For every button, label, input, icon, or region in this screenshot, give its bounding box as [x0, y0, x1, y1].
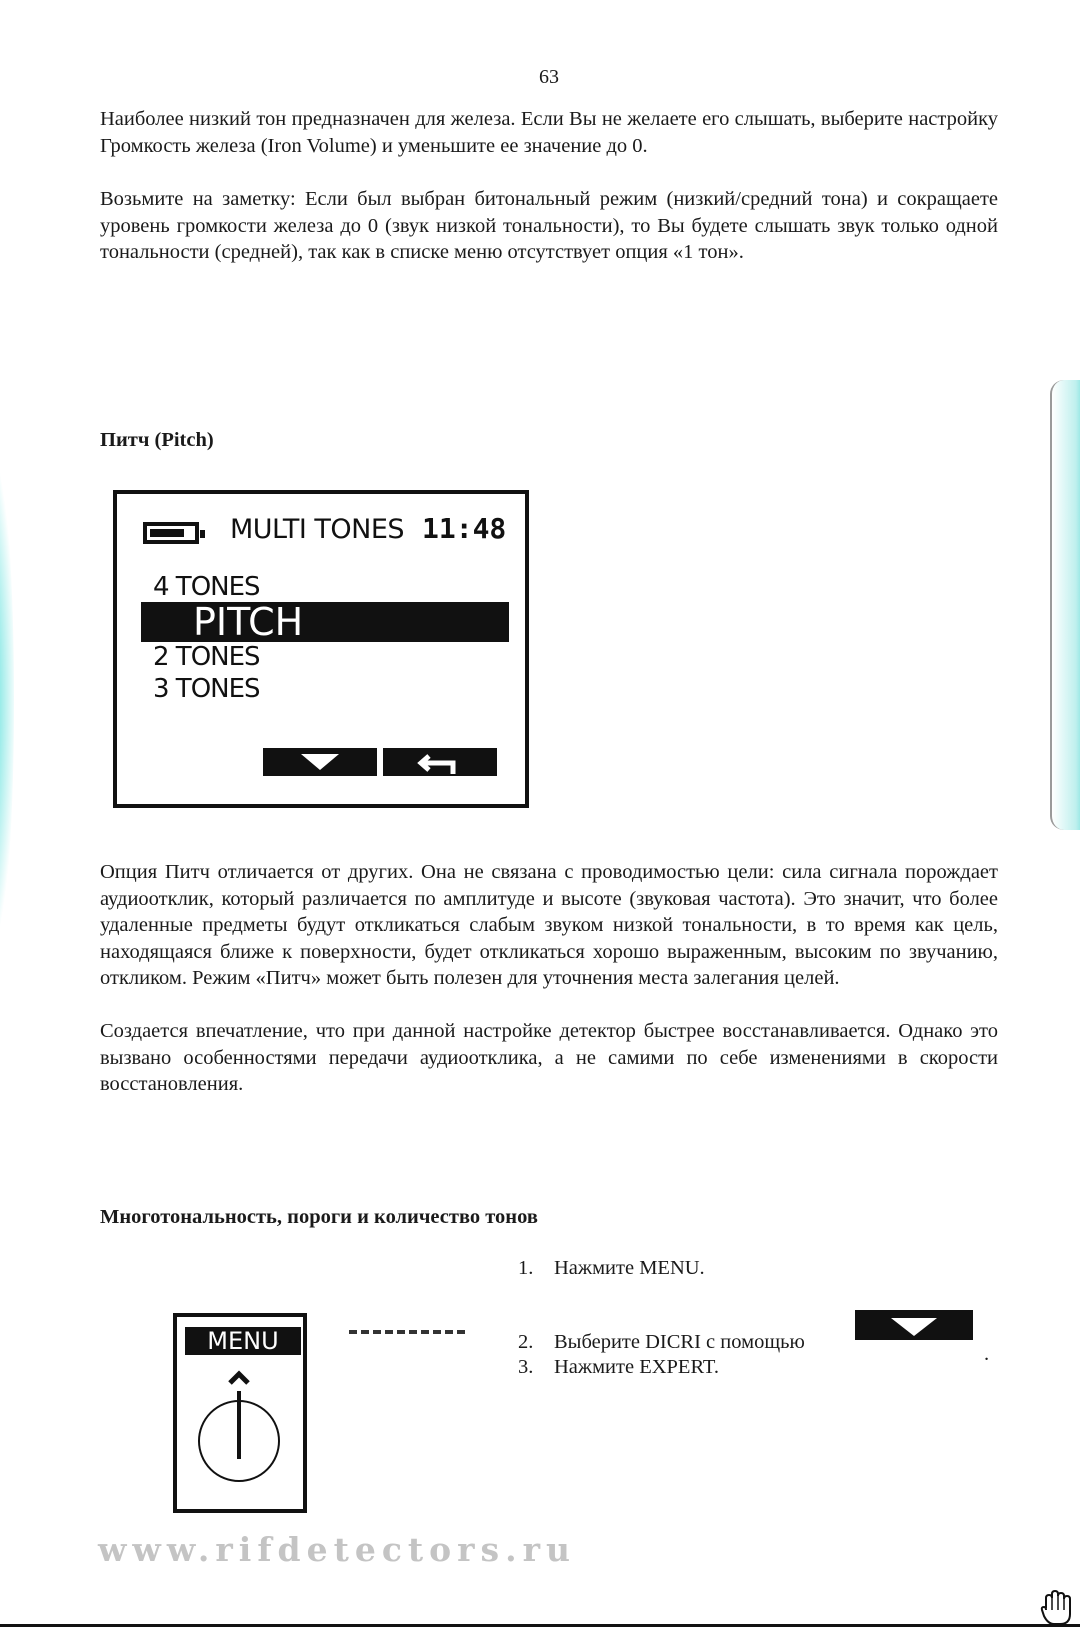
lcd-menu-item-3-tones: 3 TONES: [153, 674, 260, 704]
watermark: www.rifdetectors.ru: [98, 1530, 576, 1569]
menu-label: MENU: [185, 1327, 301, 1355]
decor-left-cyan-edge: [0, 420, 14, 980]
hand-cursor-icon: [1040, 1588, 1072, 1626]
lcd-menu-item-2-tones: 2 TONES: [153, 642, 260, 672]
heading-multitone: Многотональность, пороги и количество тонов: [100, 1206, 538, 1228]
lcd-mode-title: MULTI TONES: [230, 514, 405, 545]
menu-panel-figure: [173, 1313, 307, 1513]
decor-right-page-tab: [1050, 380, 1080, 830]
down-arrow-icon: [263, 748, 377, 776]
step-list: [518, 1257, 805, 1379]
paragraph-note: Возьмите на заметку: Если был выбран битональный режим (низкий/средний тона) и сокращаете уровень громкости железа до 0 (звук низкой тональности), то Вы будете слышать звук только одной тональности (средней), так как в списке меню отсутствует опция «1 тон».: [100, 188, 998, 263]
lcd-menu-item-pitch-selected: PITCH: [141, 602, 509, 642]
paragraph-iron-tone: Наиболее низкий тон предназначен для железа. Если Вы не желаете его слышать, выберите настройку Громкость железа (Iron Volume) и уменьшите ее значение до 0.: [100, 108, 998, 157]
list-item: 2. Выберите DICRI с помощью: [518, 1331, 805, 1353]
list-item: 1. Нажмите MENU.: [518, 1257, 705, 1279]
softkey-back: [383, 748, 497, 776]
heading-pitch: Питч (Pitch): [100, 429, 214, 451]
page-number: 63: [539, 66, 559, 88]
connector-dashed-line: [349, 1330, 465, 1334]
battery-icon: [143, 522, 199, 544]
lcd-menu-item-4-tones: 4 TONES: [153, 572, 260, 602]
softkey-down: [263, 748, 377, 776]
paragraph-pitch-description: Опция Питч отличается от других. Она не связана с проводимостью цели: сила сигнала порождает аудиоотклик, который различается по амплитуде и высоте (звуковая частота). Это значит, что более удаленные предметы будут откликаться слабым звуком низкой тональности, в то время как цель, находящаяся ближе к поверхности, будет откликаться хорошо выраженным, высоким по звучанию, откликом. Режим «Питч» может быть полезен для уточнения места залегания целей.: [100, 861, 998, 989]
knob-icon: [177, 1361, 303, 1511]
paragraph-recovery: Создается впечатление, что при данной настройке детектор быстрее восстанавливается. Однако это вызвано особенностями передачи аудиоотклика, а не самими по себе изменениями в скорости восстановления.: [100, 1020, 998, 1095]
lcd-clock: 11:48: [422, 512, 507, 545]
back-arrow-icon: [383, 748, 497, 776]
inline-down-key: [855, 1310, 973, 1340]
lcd-screen-figure: [113, 490, 529, 808]
down-arrow-icon: [855, 1310, 973, 1340]
step-trailing-period: .: [984, 1343, 990, 1365]
footer-rule: [0, 1624, 1080, 1627]
list-item: 3. Нажмите EXPERT.: [518, 1356, 720, 1378]
